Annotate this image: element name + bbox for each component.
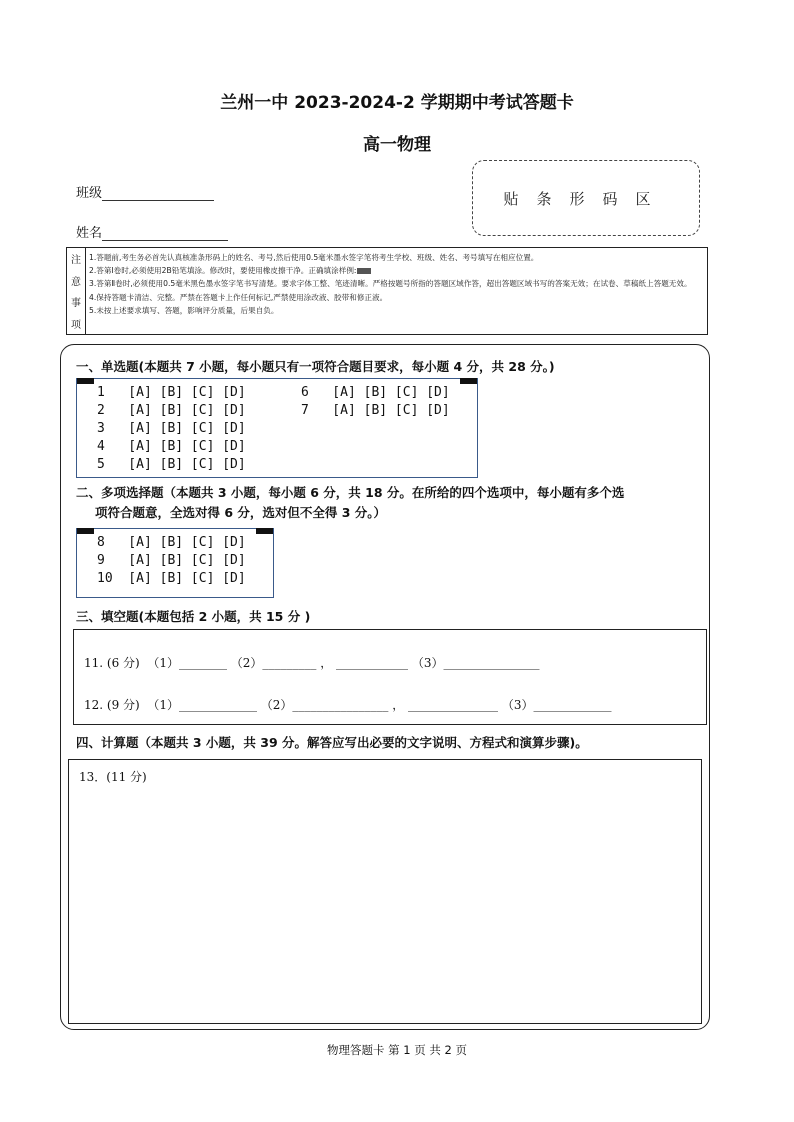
notice-item: 3.答第Ⅱ卷时,必须使用0.5毫米黑色墨水签字笔书写清楚。要求字体工整、笔迹清晰。严格按题号所指的答题区域作答，超出答题区域书写的答案无效；在试卷、草稿纸上答题无效。 [89,279,692,289]
section3-title: 三、填空题(本题包括 2 小题，共 15 分 ) [76,609,311,624]
corner-mark [256,528,273,534]
q13-label: 13．(11 分) [79,770,147,784]
question-row[interactable]: 5 [A] [B] [C] [D] [97,457,246,472]
notice-label-char: 注 [71,255,81,267]
question-row[interactable]: 2 [A] [B] [C] [D] [97,403,246,418]
question-row[interactable]: 3 [A] [B] [C] [D] [97,421,246,436]
question-row[interactable]: 7 [A] [B] [C] [D] [301,403,450,418]
name-field[interactable] [76,222,228,241]
section2-title-line1: 二、多项选择题（本题共 3 小题，每小题 6 分，共 18 分。在所给的四个选项中，每小题有多个选 [76,485,625,500]
section2-title-line2: 项符合题意，全选对得 6 分，选对但不全得 3 分。） [95,505,387,520]
calc-box-13[interactable] [68,759,702,1024]
class-line[interactable] [102,186,214,201]
notice-item: 4.保持答题卡清洁、完整。严禁在答题卡上作任何标记,严禁使用涂改液、胶带和修正液。 [89,292,388,302]
notice-label-char: 意 [71,276,81,288]
corner-mark [77,378,94,384]
barcode-area: 贴条形码区 [472,160,700,236]
question-row[interactable]: 1 [A] [B] [C] [D] [97,385,246,400]
question-row[interactable]: 6 [A] [B] [C] [D] [301,385,450,400]
page-title: 兰州一中 2023-2024-2 学期期中考试答题卡 [220,93,574,113]
notice-item: 1.答题前,考生务必首先认真核准条形码上的姓名、考号,然后使用0.5毫米墨水签字笔将考生学校、班级、姓名、考号填写在相应位置。 [89,253,539,262]
multi-choice-box [76,528,274,598]
q11-line[interactable]: 11. (6 分) （1）________ （2）_________ ， ____________ （3）________________ [84,656,540,670]
notice-label-char: 项 [71,319,81,331]
name-line[interactable] [102,226,228,241]
page-footer: 物理答题卡 第 1 页 共 2 页 [326,1043,468,1057]
notice-items [89,251,703,317]
fill-sample-icon [357,268,371,274]
notice-item: 2.答第Ⅰ卷时,必须使用2B铅笔填涂。修改时，要使用橡皮擦干净。正确填涂样例: [89,264,703,277]
class-field[interactable] [76,182,214,201]
corner-mark [460,378,477,384]
question-row[interactable]: 4 [A] [B] [C] [D] [97,439,246,454]
question-row[interactable]: 9 [A] [B] [C] [D] [97,553,246,568]
name-label: 姓名 [76,226,103,241]
fill-in-box [73,629,707,725]
corner-mark [77,528,94,534]
subject-title: 高一物理 [363,135,431,155]
question-row[interactable]: 8 [A] [B] [C] [D] [97,535,246,550]
notice-label [67,248,86,334]
single-choice-box [76,378,478,478]
notice-box [66,247,708,335]
section1-title: 一、单选题(本题共 7 小题，每小题只有一项符合题目要求，每小题 4 分，共 28 分。) [76,359,555,374]
q12-line[interactable]: 12. (9 分) （1）_____________ （2）________________ ， _______________ （3）_____________ [84,698,612,712]
notice-label-char: 事 [71,298,81,310]
class-label: 班级 [76,186,103,201]
notice-item: 5.未按上述要求填写、答题，影响评分质量，后果自负。 [89,305,279,315]
section4-title: 四、计算题（本题共 3 小题，共 39 分。解答应写出必要的文字说明、方程式和演算步骤)。 [76,735,588,750]
question-row[interactable]: 10 [A] [B] [C] [D] [97,571,246,586]
